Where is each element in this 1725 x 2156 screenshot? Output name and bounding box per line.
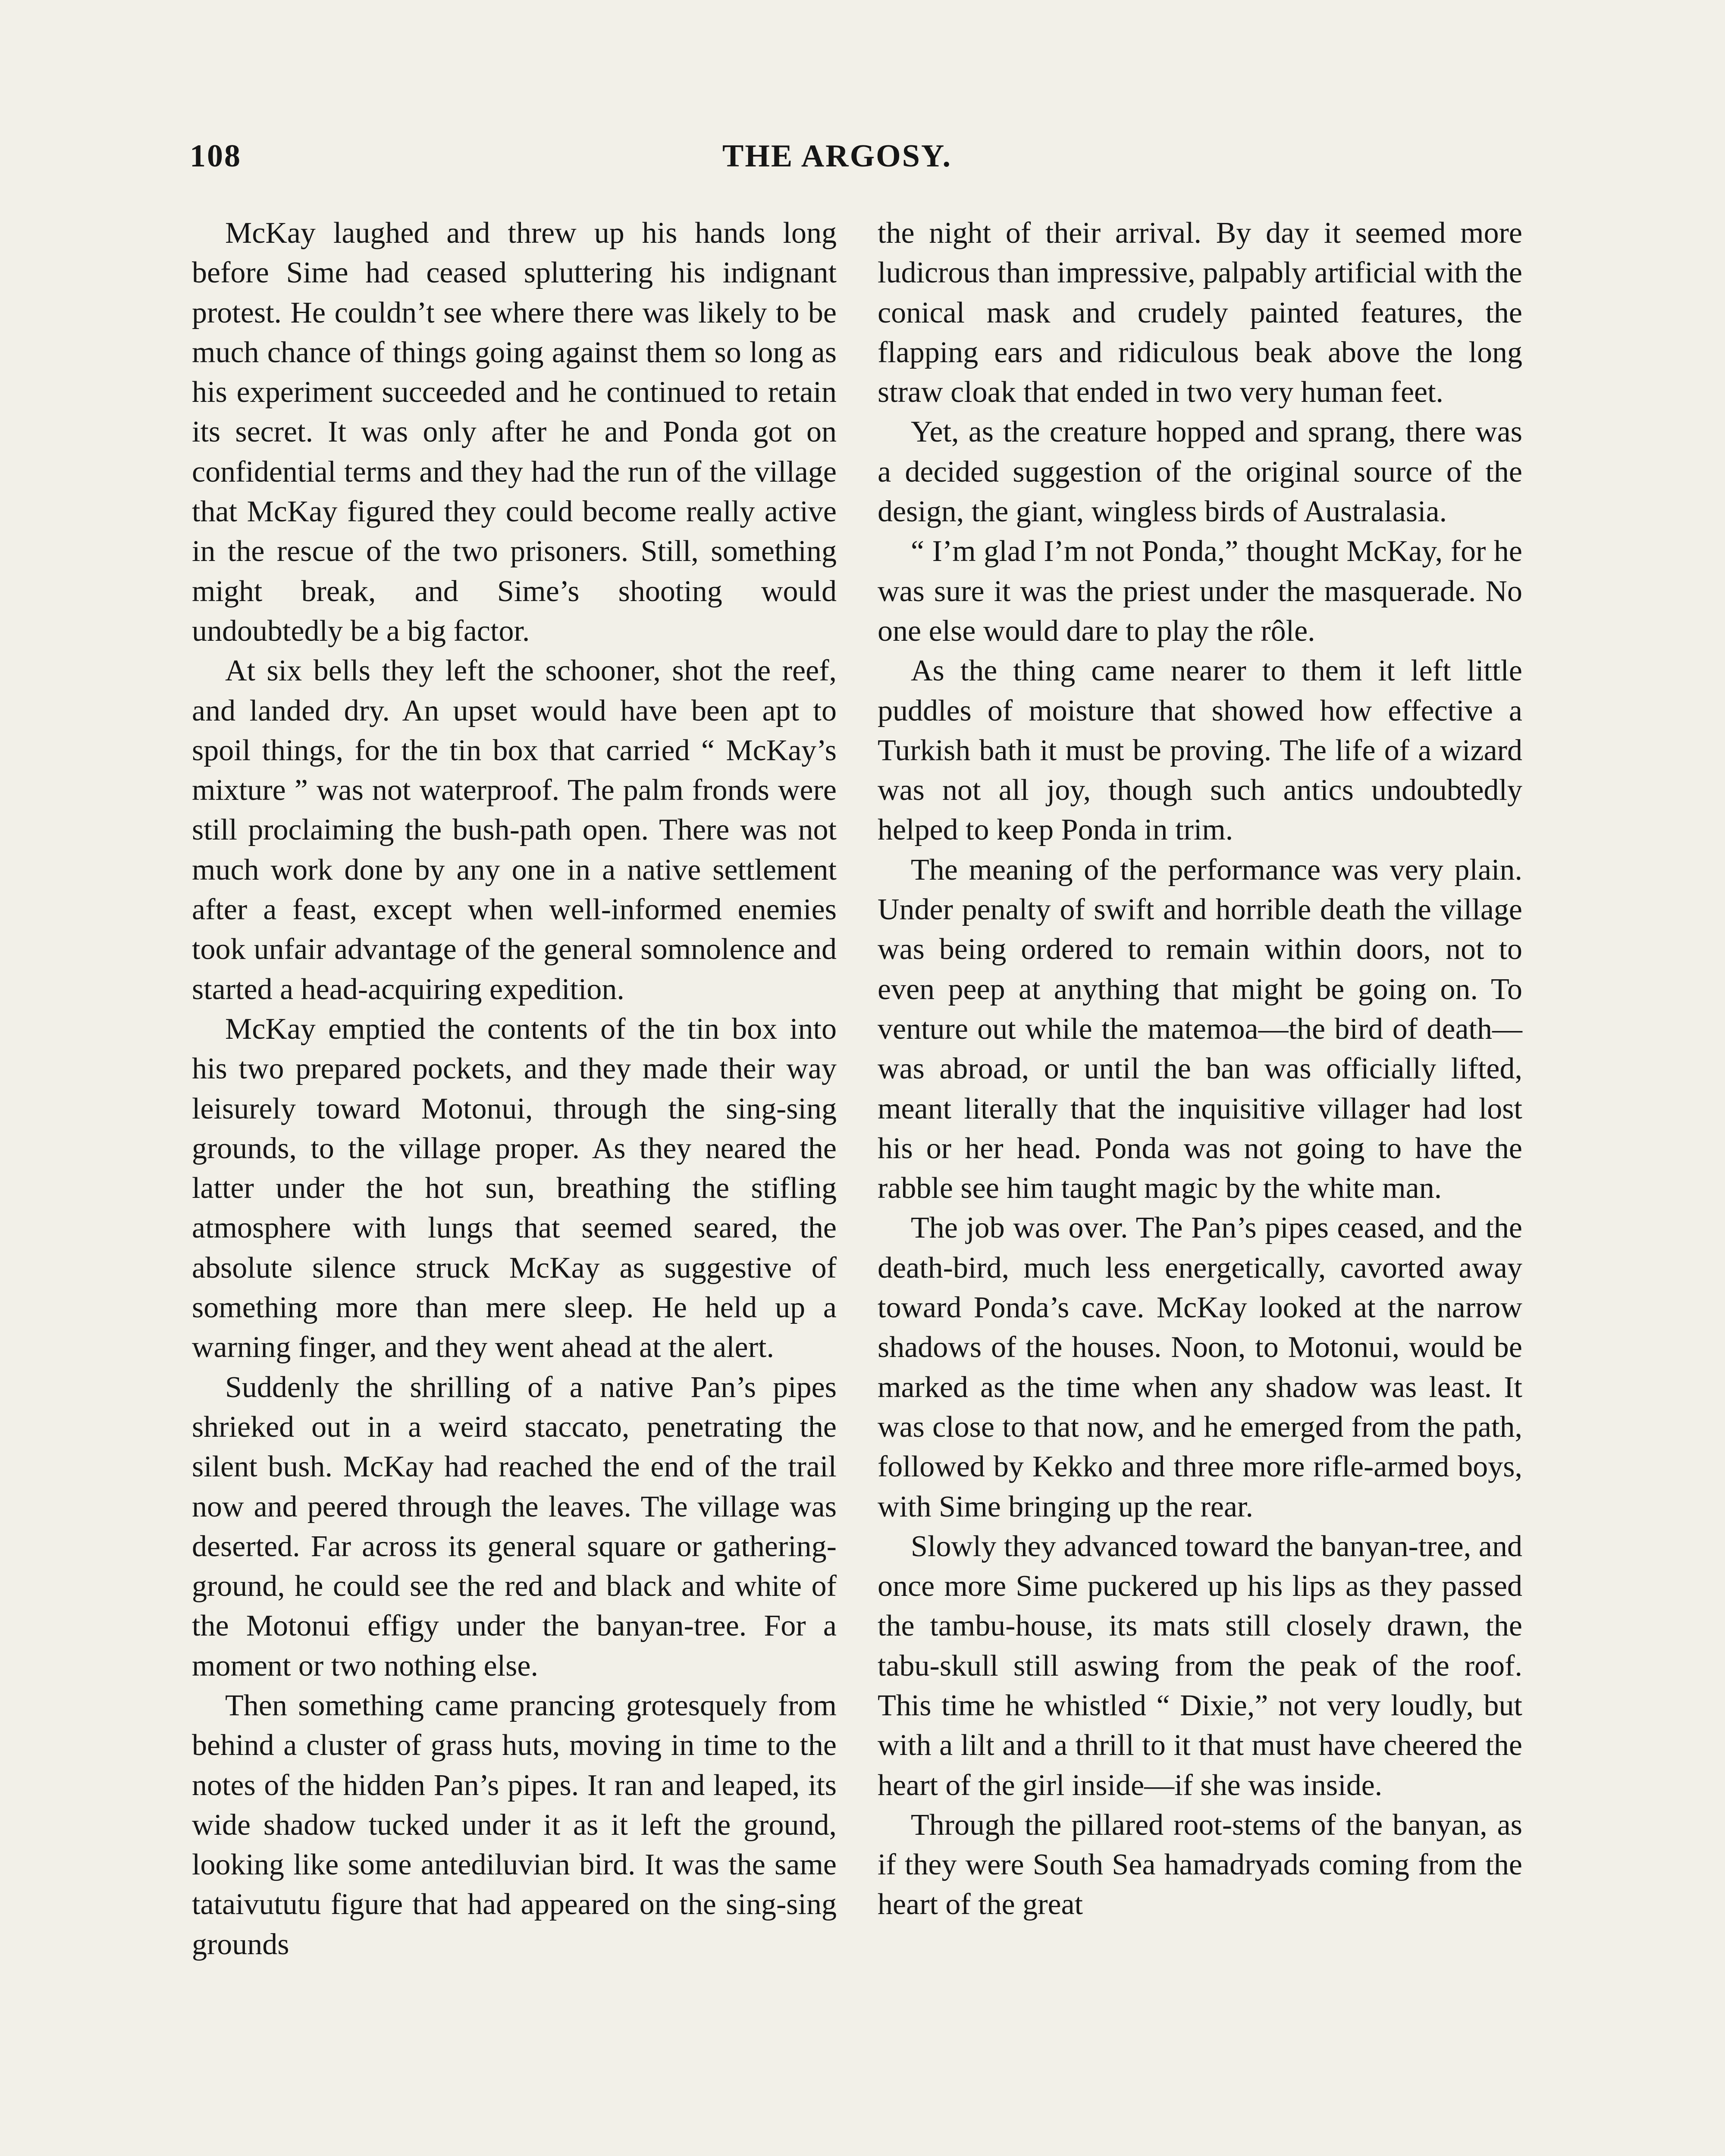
paragraph: As the thing came nearer to them it left little puddles of moisture that showed how effective a Turkish bath it must be proving. The life of a wizard was not all joy, though such antics undoubtedly helped to keep Ponda in trim. — [878, 654, 1522, 847]
paragraph: Suddenly the shrilling of a native Pan’s pipes shrieked out in a weird staccato, penetrating the silent bush. McKay had reached the end of the trail now and peered through the leaves. The village was deserted. Far across its general square or gathering-ground, he could see the red and black and white of the Motonui effigy under the banyan-tree. For a moment or two nothing else. — [192, 1370, 837, 1683]
page-number: 108 — [190, 138, 242, 174]
paragraph: At six bells they left the schooner, shot the reef, and landed dry. An upset would have been apt to spoil things, for the tin box that carried “ McKay’s mixture ” was not waterproof. The palm fronds were still proclaiming the bush-path open. There was not much work done by any one in a native settlement after a feast, except when well-informed enemies took unfair advantage of the general somnolence and started a head-acquiring expedition. — [192, 654, 837, 1006]
paragraph: “ I’m glad I’m not Ponda,” thought McKay, for he was sure it was the priest under the masquerade. No one else would dare to play the rôle. — [878, 535, 1522, 648]
paragraph: Slowly they advanced toward the banyan-tree, and once more Sime puckered up his lips as they passed the tambu-house, its mats still closely drawn, the tabu-skull still aswing from the peak of the roof. This time he whistled “ Dixie,” not very loudly, but with a lilt and a thrill to it that must have cheered the heart of the girl inside—if she was inside. — [878, 1529, 1522, 1802]
running-title: THE ARGOSY. — [722, 138, 952, 174]
paragraph: McKay laughed and threw up his hands long before Sime had ceased spluttering his indignant protest. He couldn’t see where there was likely to be much chance of things going against them so long as his experiment succeeded and he continued to retain its secret. It was only after he and Ponda got on confidential terms and they had the run of the village that McKay figured they could become really active in the rescue of the two prisoners. Still, something might break, and Sime’s shooting would undoubtedly be a big factor. — [192, 216, 837, 648]
paragraph: Through the pillared root-stems of the banyan, as if they were South Sea hamadryads coming from the heart of the great — [878, 1808, 1522, 1921]
paragraph: The meaning of the performance was very plain. Under penalty of swift and horrible death the village was being ordered to remain within doors, not to even peep at anything that might be going on. To venture out while the matemoa—the bird of death—was abroad, or until the ban was officially lifted, meant literally that the inquisitive villager had lost his or her head. Ponda was not going to have the rabble see him taught magic by the white man. — [878, 853, 1522, 1205]
paragraph: McKay emptied the contents of the tin box into his two prepared pockets, and they made their way leisurely toward Motonui, through the sing-sing grounds, to the village proper. As they neared the latter under the hot sun, breathing the stifling atmosphere with lungs that seemed seared, the absolute silence struck McKay as suggestive of something more than mere sleep. He held up a warning finger, and they went ahead at the alert. — [192, 1012, 837, 1364]
paragraph-continuation: the night of their arrival. By day it seemed more ludicrous than impressive, palpably artificial with the conical mask and crudely painted features, the flapping ears and ridiculous beak above the long straw cloak that ended in two very human feet. — [878, 216, 1522, 409]
paragraph: Then something came prancing grotesquely from behind a cluster of grass huts, moving in time to the notes of the hidden Pan’s pipes. It ran and leaped, its wide shadow tucked under it as it left the ground, looking like some antediluvian bird. It was the same tataivututu figure that had appeared on the sing-sing grounds — [192, 1689, 837, 1961]
right-column — [878, 213, 1522, 2156]
paragraph: The job was over. The Pan’s pipes ceased, and the death-bird, much less energetically, cavorted away toward Ponda’s cave. McKay looked at the narrow shadows of the houses. Noon, to Motonui, would be marked as the time when any shadow was least. It was close to that now, and he emerged from the path, followed by Kekko and three more rifle-armed boys, with Sime bringing up the rear. — [878, 1211, 1522, 1523]
left-column — [192, 213, 837, 2156]
paragraph: Yet, as the creature hopped and sprang, there was a decided suggestion of the original source of the design, the giant, wingless birds of Australasia. — [878, 415, 1522, 529]
page-header — [190, 138, 1535, 194]
